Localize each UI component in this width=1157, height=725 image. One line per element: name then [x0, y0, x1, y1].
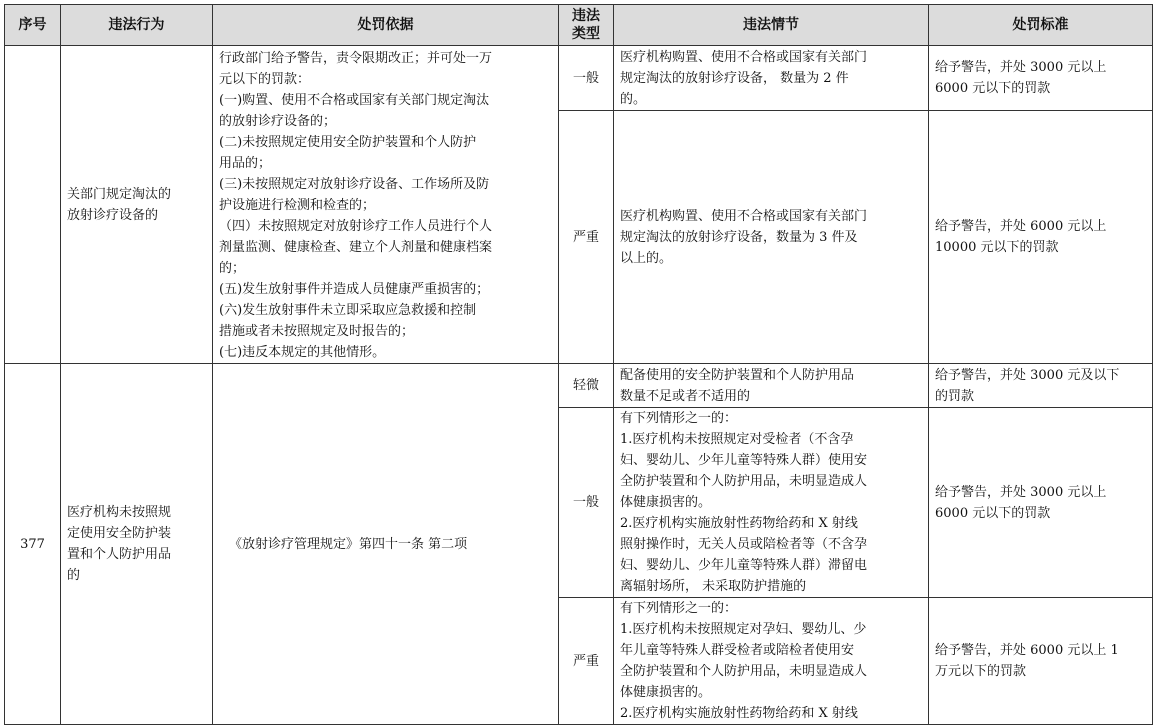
header-type: 违法 类型 — [559, 5, 614, 46]
basis-line: 的； — [219, 261, 246, 276]
basis-line: 《放射诊疗管理规定》第四十一条 第二项 — [229, 536, 468, 552]
header-basis: 处罚依据 — [213, 5, 559, 46]
row1-circumstance-serious — [614, 111, 929, 364]
basis-line: 元以下的罚款： — [219, 72, 311, 87]
circ-line: 离辐射场所， 未采取防护措施的 — [620, 579, 807, 594]
circ-line: 医疗机构购置、使用不合格或国家有关部门 — [620, 49, 868, 65]
header-act: 违法行为 — [61, 5, 213, 46]
row1-circumstance-general — [614, 46, 929, 111]
std-line: 6000 元以下的罚款 — [935, 505, 1051, 521]
row1-standard-general — [929, 46, 1153, 111]
header-row — [5, 5, 1153, 46]
std-line: 给予警告，并处 6000 元以上 — [935, 219, 1107, 235]
row2-act — [61, 364, 213, 725]
row2-circumstance-general — [614, 408, 929, 598]
row1-basis — [213, 46, 559, 364]
basis-line: （四）未按照规定对放射诊疗工作人员进行个人 — [219, 219, 493, 234]
row2-basis — [213, 364, 559, 725]
basis-line: (一)购置、使用不合格或国家有关部门规定淘汰 — [219, 93, 490, 108]
circ-line: 照射操作时，无关人员或陪检者等（不含孕 — [620, 537, 868, 552]
basis-line: (五)发生放射事件并造成人员健康严重损害的； — [219, 282, 490, 297]
basis-line: 剂量监测、健康检查、建立个人剂量和健康档案 — [219, 240, 493, 255]
row2-type-minor: 轻微 — [559, 364, 614, 408]
circ-line: 规定淘汰的放射诊疗设备，数量为 3 件及 — [620, 229, 858, 245]
circ-line: 妇、婴幼儿、少年儿童等特殊人群）滞留电 — [620, 558, 868, 573]
basis-line: (三)未按照规定对放射诊疗设备、工作场所及防 — [219, 177, 490, 192]
row2-circumstance-serious — [614, 598, 929, 725]
std-line: 给予警告，并处 3000 元以上 — [935, 484, 1107, 500]
circ-line: 1.医疗机构未按照规定对孕妇、婴幼儿、少 — [620, 622, 867, 637]
circ-line: 2.医疗机构实施放射性药物给药和 X 射线 — [620, 516, 858, 531]
circ-line: 有下列情形之一的： — [620, 601, 738, 616]
circ-line: 以上的。 — [620, 250, 673, 266]
act-line: 医疗机构未按照规 — [67, 505, 172, 520]
row1-type-serious: 严重 — [559, 111, 614, 364]
row1-standard-serious — [929, 111, 1153, 364]
act-line: 定使用安全防护装 — [67, 526, 172, 541]
circ-line: 全防护装置和个人防护用品，未明显造成人 — [620, 474, 868, 489]
row2-type-general: 一般 — [559, 408, 614, 598]
basis-line: 的放射诊疗设备的； — [219, 114, 337, 129]
circ-line: 年儿童等特殊人群受检者或陪检者使用安 — [620, 643, 855, 658]
std-line: 万元以下的罚款 — [935, 664, 1027, 679]
circ-line: 配备使用的安全防护装置和个人防护用品 — [620, 367, 855, 383]
row1-act — [61, 46, 213, 364]
row1-no — [5, 46, 61, 364]
circ-line: 妇、婴幼儿、少年儿童等特殊人群）使用安 — [620, 453, 868, 468]
act-line: 关部门规定淘汰的 — [67, 186, 172, 202]
header-no: 序号 — [5, 5, 61, 46]
act-line: 置和个人防护用品 — [67, 547, 172, 562]
row2-standard-general — [929, 408, 1153, 598]
basis-line: 用品的； — [219, 156, 272, 171]
circ-line: 的。 — [620, 91, 647, 107]
circ-line: 1.医疗机构未按照规定对受检者（不含孕 — [620, 432, 854, 447]
std-line: 给予警告，并处 6000 元以上 1 — [935, 643, 1119, 658]
circ-line: 医疗机构购置、使用不合格或国家有关部门 — [620, 208, 868, 224]
circ-line: 2.医疗机构实施放射性药物给药和 X 射线 — [620, 706, 858, 721]
basis-line: (七)违反本规定的其他情形。 — [219, 345, 386, 360]
basis-line: (六)发生放射事件未立即采取应急救援和控制 — [219, 303, 477, 318]
circ-line: 数量不足或者不适用的 — [620, 388, 751, 404]
basis-line: 措施或者未按照规定及时报告的； — [219, 324, 415, 339]
table-row — [5, 46, 1153, 111]
penalty-table — [4, 4, 1153, 725]
std-line: 给予警告，并处 3000 元以上 — [935, 60, 1107, 76]
std-line: 的罚款 — [935, 388, 975, 404]
header-standard: 处罚标准 — [929, 5, 1153, 46]
std-line: 10000 元以下的罚款 — [935, 240, 1059, 256]
circ-line: 体健康损害的。 — [620, 685, 712, 700]
row2-standard-serious — [929, 598, 1153, 725]
row2-standard-minor — [929, 364, 1153, 408]
row2-no: 377 — [5, 364, 61, 725]
circ-line: 规定淘汰的放射诊疗设备， 数量为 2 件 — [620, 70, 849, 86]
act-line: 放射诊疗设备的 — [67, 207, 159, 223]
row1-type-general: 一般 — [559, 46, 614, 111]
table-row — [5, 364, 1153, 408]
row2-circumstance-minor — [614, 364, 929, 408]
circ-line: 体健康损害的。 — [620, 495, 712, 510]
std-line: 6000 元以下的罚款 — [935, 81, 1051, 97]
basis-line: 行政部门给予警告，责令限期改正；并可处一万 — [219, 51, 493, 66]
header-circumstance: 违法情节 — [614, 5, 929, 46]
std-line: 给予警告，并处 3000 元及以下 — [935, 367, 1120, 383]
circ-line: 全防护装置和个人防护用品，未明显造成人 — [620, 664, 868, 679]
circ-line: 有下列情形之一的： — [620, 411, 738, 426]
basis-line: 护设施进行检测和检查的； — [219, 198, 376, 213]
row2-type-serious: 严重 — [559, 598, 614, 725]
act-line: 的 — [67, 568, 81, 583]
basis-line: (二)未按照规定使用安全防护装置和个人防护 — [219, 135, 477, 150]
